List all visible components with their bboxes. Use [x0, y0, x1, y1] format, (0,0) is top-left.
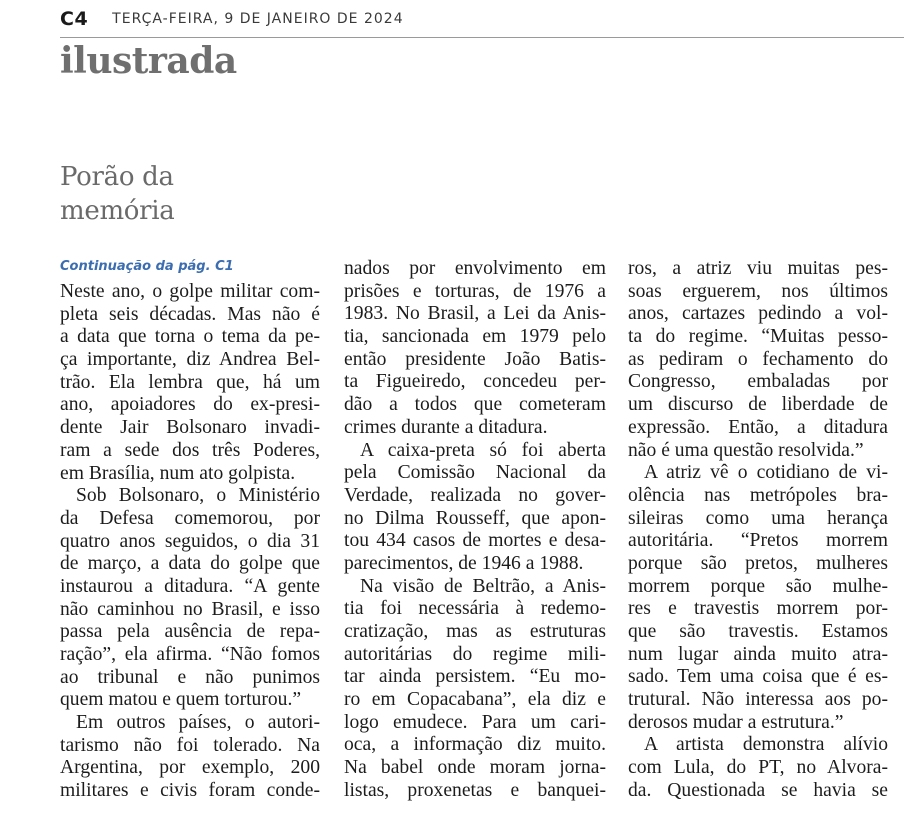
text-line: então presidente João Batis-	[344, 348, 606, 370]
text-line: ta Figueiredo, concedeu per-	[344, 371, 606, 393]
text-line: ros, a atriz viu muitas pes-	[628, 258, 888, 279]
text-line: que são travestis. Estamos	[628, 621, 888, 642]
text-line: trutural. Não interessa aos po-	[628, 689, 888, 711]
text-line: de março, a data do golpe que	[60, 553, 320, 575]
text-line: Verdade, realizada no gover-	[344, 484, 606, 506]
text-line: cratização, mas as estruturas	[344, 621, 606, 642]
text-line: derosos mudar a estrutura.”	[628, 711, 844, 733]
headline-line-2: memória	[60, 196, 175, 226]
text-line: tarismo não foi tolerado. Na	[60, 734, 320, 756]
text-line: um discurso de liberdade de	[628, 394, 888, 416]
text-line: ça importante, diz Andrea Bel-	[60, 349, 320, 371]
text-line: soas erguerem, nos últimos	[628, 280, 888, 302]
text-line: no Dilma Rousseff, que apon-	[344, 507, 606, 529]
text-line: logo emudece. Para um cari-	[344, 711, 606, 733]
text-line: autoritária. “Pretos morrem	[628, 530, 888, 552]
text-line: instaurou a ditadura. “A gente	[60, 575, 320, 597]
text-line: não caminhou no Brasil, e isso	[60, 598, 320, 620]
text-line: ram a sede dos três Poderes,	[60, 439, 320, 461]
text-line: pleta seis décadas. Mas não é	[60, 303, 320, 325]
text-line: trão. Ela lembra que, há um	[60, 371, 320, 393]
text-line: ração”, ela afirma. “Não fomos	[60, 644, 320, 665]
text-column-3	[628, 258, 888, 803]
text-line: A artista demonstra alívio	[644, 734, 888, 756]
text-line: a data que torna o tema da pe-	[60, 326, 320, 348]
text-line: em Brasília, num ato golpista.	[60, 462, 296, 484]
text-line: A atriz vê o cotidiano de vi-	[644, 462, 888, 484]
text-line: pela Comissão Nacional da	[344, 462, 606, 484]
text-line: Em outros países, o autori-	[76, 712, 320, 734]
text-line: res e travestis morrem por-	[628, 598, 888, 620]
text-line: morrem porque são mulhe-	[628, 575, 888, 597]
section-title: ilustrada	[60, 40, 237, 82]
text-line: tou 434 casos de mortes e desa-	[344, 530, 606, 552]
text-line: sado. Tem uma coisa que é es-	[628, 666, 888, 688]
header-rule	[60, 37, 904, 38]
text-line: não é uma questão resolvida.”	[628, 439, 864, 461]
text-line: porque são pretos, mulheres	[628, 552, 888, 574]
text-line: as pediram o fechamento do	[628, 348, 888, 370]
text-line: Sob Bolsonaro, o Ministério	[76, 485, 320, 507]
text-line: A caixa-preta só foi aberta	[360, 439, 606, 461]
continuation-note: Continuação da pág. C1	[60, 259, 234, 274]
text-line: passa pela ausência de repa-	[60, 621, 320, 643]
text-line: 1983. No Brasil, a Lei da Anis-	[344, 303, 606, 325]
text-line: nados por envolvimento em	[344, 258, 606, 279]
text-line: militares e civis foram conde-	[60, 780, 320, 802]
edition-date: TERÇA-FEIRA, 9 DE JANEIRO DE 2024	[112, 11, 404, 27]
text-line: quem matou e quem torturou.”	[60, 689, 302, 711]
headline-line-1: Porão da	[60, 162, 174, 192]
page-number: C4	[60, 8, 89, 30]
text-line: tar ainda persistem. “Eu mo-	[344, 666, 606, 688]
text-line: listas, proxenetas e banquei-	[344, 779, 606, 801]
text-column-2	[344, 258, 606, 803]
text-line: autoritárias do regime mili-	[344, 643, 606, 665]
text-line: da. Questionada se havia se	[628, 779, 888, 801]
text-line: com Lula, do PT, no Alvora-	[628, 757, 888, 779]
text-line: tia foi necessária à redemo-	[344, 598, 606, 620]
text-line: Neste ano, o golpe militar com-	[60, 281, 320, 302]
page-header	[60, 6, 904, 32]
text-line: ta do regime. “Muitas pesso-	[628, 326, 888, 348]
text-line: Na visão de Beltrão, a Anis-	[360, 575, 606, 597]
text-line: dão a todos que cometeram	[344, 394, 606, 416]
text-line: tia, sancionada em 1979 pelo	[344, 326, 606, 348]
text-line: prisões e torturas, de 1976 a	[344, 280, 606, 302]
article-headline	[60, 160, 260, 228]
text-line: parecimentos, de 1946 a 1988.	[344, 552, 584, 574]
text-line: anos, cartazes pedindo a vol-	[628, 303, 888, 325]
text-line: da Defesa comemorou, por	[60, 507, 320, 529]
text-line: dente Jair Bolsonaro invadi-	[60, 417, 320, 439]
text-line: expressão. Então, a ditadura	[628, 416, 888, 438]
text-line: oca, a informação diz muito.	[344, 734, 606, 756]
text-line: crimes durante a ditadura.	[344, 416, 548, 438]
text-line: num lugar ainda muito atra-	[628, 643, 888, 665]
text-line: Argentina, por exemplo, 200	[60, 757, 320, 779]
text-line: Na babel onde moram jorna-	[344, 757, 606, 779]
text-column-1	[60, 281, 320, 803]
text-line: ano, apoiadores do ex-presi-	[60, 394, 320, 416]
text-line: ro em Copacabana”, ela diz e	[344, 689, 606, 711]
text-line: Congresso, embaladas por	[628, 371, 888, 393]
text-line: olência nas metrópoles bra-	[628, 484, 888, 506]
text-line: quatro anos seguidos, o dia 31	[60, 530, 320, 552]
text-line: sileiras como uma herança	[628, 507, 888, 529]
text-line: ao tribunal e não punimos	[60, 666, 320, 688]
